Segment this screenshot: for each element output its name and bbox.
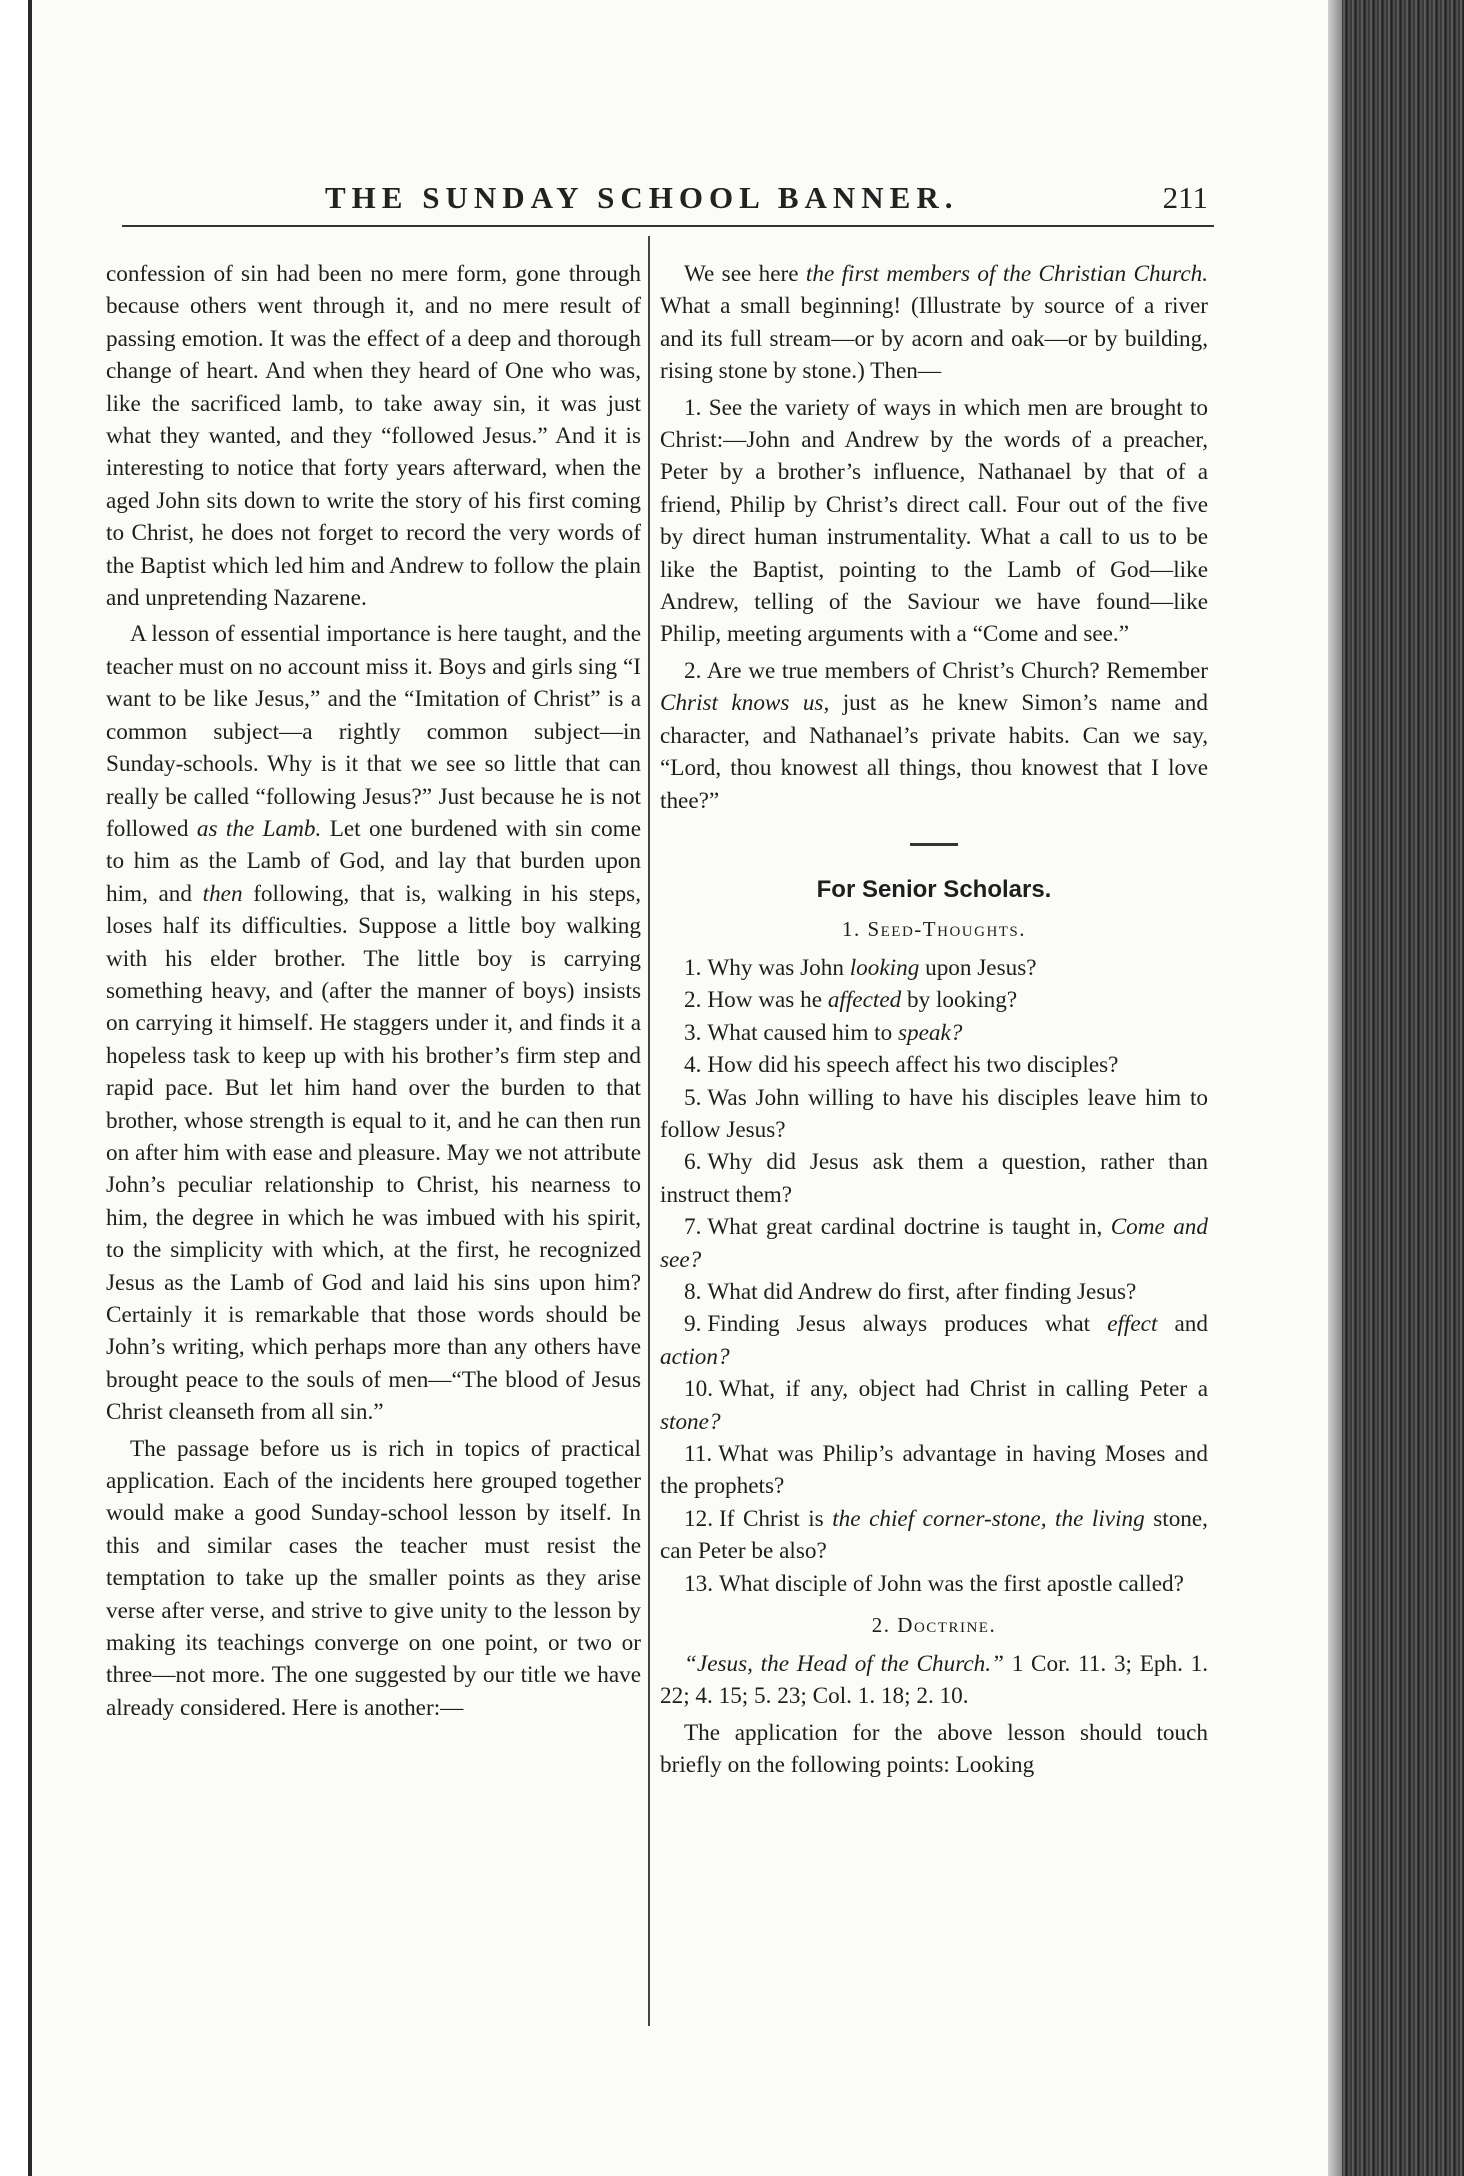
page-number: 211 <box>1162 180 1208 215</box>
paragraph: 1. See the variety of ways in which men are brought to Christ:—John and Andrew by the words of a preacher, Peter by a brother’s influence, Nathanael by that of a friend, Philip by Christ’s direct call. Four out of the five by direct human instrumentality. What a call to us to be like the Baptist, pointing to the Lamb of God—like Andrew, telling of the Saviour we have found—like Philip, meeting arguments with a “Come and see.” <box>660 394 1208 648</box>
paragraph: The application for the above lesson should touch briefly on the following points: Looking <box>660 1719 1208 1779</box>
subsection-heading: 1. Seed-Thoughts. <box>841 916 1027 941</box>
column-divider <box>648 236 650 2026</box>
question-number: 8. <box>684 1278 702 1305</box>
question-item <box>660 1276 1208 1308</box>
paragraph: 2. Are we true members of Christ’s Church? Remember Christ knows us, just as he knew Simon’s name and character, and Nathanael’s private habits. Can we say, “Lord, thou knowest all things, thou knowest that I love thee?” <box>660 657 1208 814</box>
question-text: How was he <box>707 987 828 1014</box>
question-text: What caused him to <box>707 1019 898 1046</box>
question-number: 3. <box>684 1019 702 1046</box>
question-text: Finding Jesus always produces what <box>707 1311 1108 1338</box>
question-text: stone, can Peter be also? <box>660 1505 1208 1565</box>
doctrine-paragraph: “Jesus, the Head of the Church.” 1 Cor. 11. 3; Eph. 1. 22; 4. 15; 5. 23; Col. 1. 18; 2. 10. <box>660 1651 1209 1710</box>
emphasis: affected <box>827 987 902 1014</box>
question-item <box>660 1017 1208 1049</box>
section-separator <box>910 843 958 846</box>
header-rule <box>122 225 1214 227</box>
emphasis: “Jesus, the Head of the Church.” <box>684 1651 1004 1678</box>
question-item <box>660 1308 1208 1373</box>
question-text: upon Jesus? <box>919 954 1037 981</box>
question-text: What great cardinal doctrine is taught in, <box>707 1214 1111 1241</box>
right-column <box>660 258 1208 1782</box>
question-item <box>660 1503 1208 1568</box>
emphasis: Christ knows us, <box>660 690 830 717</box>
question-item <box>660 1211 1208 1276</box>
question-text: What disciple of John was the first apostle called? <box>718 1570 1184 1597</box>
question-text: Why did Jesus ask them a question, rather than instruct them? <box>660 1149 1208 1208</box>
emphasis: speak? <box>898 1019 963 1046</box>
question-text: If Christ is <box>718 1505 833 1532</box>
question-item <box>660 1373 1208 1438</box>
page-header <box>120 178 1220 228</box>
question-number: 11. <box>684 1441 713 1467</box>
question-item <box>660 984 1208 1016</box>
emphasis: stone? <box>660 1408 721 1435</box>
emphasis: looking <box>849 954 920 981</box>
left-column <box>106 258 641 1724</box>
paragraph: A lesson of essential importance is here taught, and the teacher must on no account miss it. Boys and girls sing “I want to be like Jesus,” and the “Imitation of Christ” is a common subject—a rightly common subject—in Sunday-schools. Why is it that we see so little that can really be called “following Jesus?” Just because he is not followed as the Lamb. Let one burdened with sin come to him as the Lamb of God, and lay that burden upon him, and then following, that is, walking in his steps, loses half its difficulties. Suppose a little boy walking with his elder brother. The little boy is carrying something heavy, and (after the manner of boys) insists on carrying it himself. He staggers under it, and finds it a hopeless task to keep up with his brother’s firm step and rapid pace. But let him hand over the burden to that brother, whose strength is equal to it, and he can then run on after him with ease and pleasure. May we not attribute John’s peculiar relationship to Christ, his nearness to him, the degree in which he was imbued with his spirit, to the simplicity with which, at the first, he recognized Jesus as the Lamb of God and laid his sins upon him? Certainly it is remarkable that those words should be John’s writing, which perhaps more than any others have brought peace to the souls of men—“The blood of Jesus Christ cleanseth from all sin.” <box>106 621 642 1426</box>
question-item <box>660 1146 1208 1211</box>
emphasis: action? <box>660 1343 730 1370</box>
question-text: Why was John <box>707 954 850 981</box>
question-number: 2. <box>684 987 702 1014</box>
emphasis: effect <box>1107 1311 1158 1338</box>
question-text: and <box>1157 1311 1208 1338</box>
question-number: 9. <box>684 1311 702 1338</box>
question-number: 7. <box>684 1214 702 1241</box>
question-text: What did Andrew do first, after finding Jesus? <box>707 1278 1137 1305</box>
paragraph: confession of sin had been no mere form, gone through because others went through it, and no mere result of passing emotion. It was the effect of a deep and thorough change of heart. And when they heard of One who was, like the sacrificed lamb, to take away sin, it was just what they wanted, and they “followed Jesus.” And it is interesting to notice that forty years afterward, when the aged John sits down to write the story of his first coming to Christ, he does not forget to record the very words of the Baptist which led him and Andrew to follow the plain and unpretending Nazarene. <box>106 261 641 612</box>
emphasis: Come and see? <box>660 1214 1208 1273</box>
question-item <box>660 1568 1208 1600</box>
question-text: Was John willing to have his disciples leave him to follow Jesus? <box>660 1084 1208 1143</box>
question-number: 10. <box>684 1376 713 1403</box>
question-text: What was Philip’s advantage in having Moses and the prophets? <box>660 1441 1208 1500</box>
emphasis: as the Lamb. <box>196 815 322 842</box>
question-item <box>660 1049 1208 1081</box>
paragraph: The passage before us is rich in topics of practical application. Each of the incidents here grouped together would make a good Sunday-school lesson by itself. In this and similar cases the teacher must resist the temptation to take up the smaller points as they arise verse after verse, and strive to give unity to the lesson by making its teachings converge on one point, or two or three—not more. The one suggested by our title we have already considered. Here is another:— <box>106 1435 641 1721</box>
emphasis: then <box>202 880 243 907</box>
running-title: THE SUNDAY SCHOOL BANNER. <box>325 180 959 215</box>
question-number: 1. <box>684 954 702 981</box>
question-number: 13. <box>684 1570 713 1597</box>
question-number: 6. <box>684 1149 702 1176</box>
question-item <box>660 1082 1208 1147</box>
question-text: How did his speech affect his two disciples? <box>707 1052 1119 1079</box>
question-text: What, if any, object had Christ in calling Peter a <box>718 1376 1208 1403</box>
question-number: 5. <box>684 1084 702 1111</box>
emphasis: the chief corner-stone, the living <box>832 1505 1145 1532</box>
question-item <box>660 1438 1208 1503</box>
paragraph: We see here the first members of the Christian Church. What a small beginning! (Illustrate by source of a river and its full stream—or by acorn and oak—or by building, rising stone by stone.) Then— <box>660 261 1208 385</box>
subsection-heading: 2. Doctrine. <box>871 1613 997 1638</box>
section-heading: For Senior Scholars. <box>816 875 1052 903</box>
question-number: 4. <box>684 1052 702 1079</box>
question-text: by looking? <box>901 987 1018 1014</box>
book-page-edges <box>1328 0 1464 2176</box>
emphasis: the first members of the Christian Church. <box>805 261 1208 287</box>
question-number: 12. <box>684 1505 713 1532</box>
question-list <box>660 952 1208 1600</box>
question-item <box>660 952 1208 984</box>
